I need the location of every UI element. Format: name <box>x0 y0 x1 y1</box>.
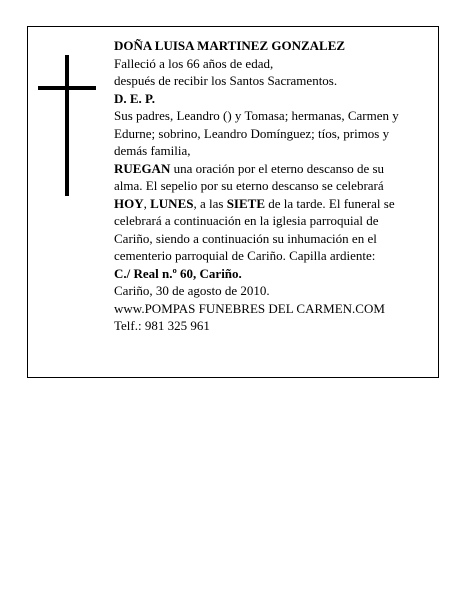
family-line-3: demás familia, <box>114 143 191 158</box>
burial-time-line: HOY, LUNES, a las SIETE de la tarde. El funeral se <box>114 195 395 211</box>
website-line: www.POMPAS FUNEBRES DEL CARMEN.COM <box>114 300 385 316</box>
cross-icon-crossbar <box>38 86 96 90</box>
address-line: C./ Real n.º 60, Cariño. <box>114 265 242 281</box>
family-line-2: Edurne; sobrino, Leandro Domínguez; tíos, primos y <box>114 125 390 141</box>
funeral-line-3: cementerio parroquial de Cariño. Capilla ardiente: <box>114 248 376 263</box>
pray-line-2: alma. El sepelio por su eterno descanso se celebrará <box>114 178 384 193</box>
funeral-line-2: Cariño, siendo a continuación su inhumación en el <box>114 230 377 246</box>
family-line-1: Sus padres, Leandro () y Tomasa; hermanas, Carmen y <box>114 108 399 123</box>
funeral-line-1: celebrará a continuación en la iglesia parroquial de <box>114 213 379 228</box>
cross-icon <box>65 55 69 196</box>
phone-line: Telf.: 981 325 961 <box>114 318 210 333</box>
deceased-name: DOÑA LUISA MARTINEZ GONZALEZ <box>114 38 346 53</box>
pray-line-1: RUEGAN una oración por el eterno descanso de su <box>114 160 385 176</box>
death-line: Falleció a los 66 años de edad, <box>114 55 274 71</box>
sacraments-line: después de recibir los Santos Sacramentos. <box>114 73 338 88</box>
rip-line: D. E. P. <box>114 90 156 106</box>
date-line: Cariño, 30 de agosto de 2010. <box>114 283 270 298</box>
obituary-text <box>114 37 432 335</box>
